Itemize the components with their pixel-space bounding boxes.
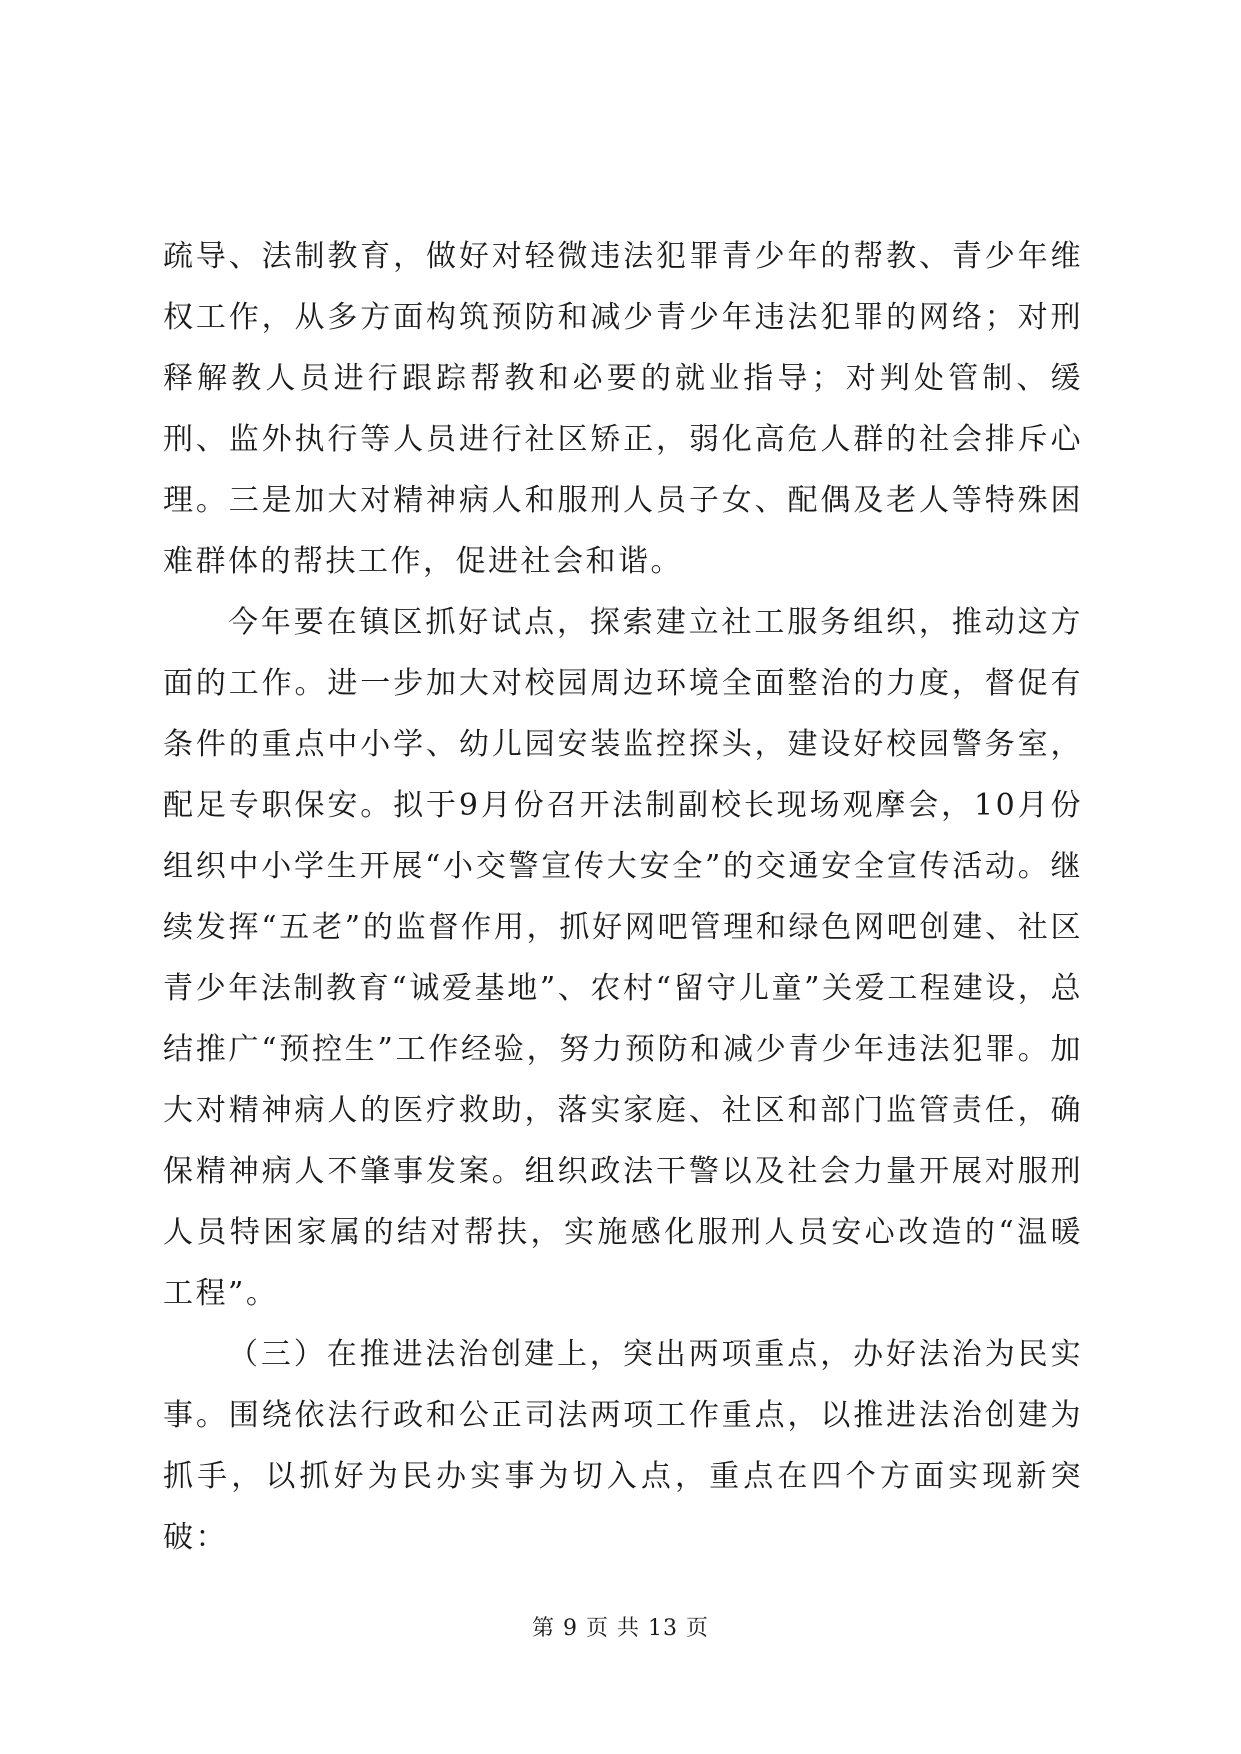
paragraph-2: 今年要在镇区抓好试点，探索建立社工服务组织，推动这方面的工作。进一步加大对校园周边环境全面整治的力度，督促有条件的重点中小学、幼儿园安装监控探头，建设好校园警务室，配足专职保安。拟于9月份召开法制副校长现场观摩会，10月份组织中小学生开展“小交警宣传大安全”的交通安全宣传活动。继续发挥“五老”的监督作用，抓好网吧管理和绿色网吧创建、社区青少年法制教育“诚爱基地”、农村“留守儿童”关爱工程建设，总结推广“预控生”工作经验，努力预防和减少青少年违法犯罪。加大对精神病人的医疗救助，落实家庭、社区和部门监管责任，确保精神病人不肇事发案。组织政法干警以及社会力量开展对服刑人员特困家属的结对帮扶，实施感化服刑人员安心改造的“温暖工程”。 (163, 605, 1083, 1311)
paragraph-1: 疏导、法制教育，做好对轻微违法犯罪青少年的帮教、青少年维权工作，从多方面构筑预防和减少青少年违法犯罪的网络；对刑释解教人员进行跟踪帮教和必要的就业指导；对判处管制、缓刑、监外执行等人员进行社区矫正，弱化高危人群的社会排斥心理。三是加大对精神病人和服刑人员子女、配偶及老人等特殊困难群体的帮扶工作，促进社会和谐。 (163, 239, 1083, 579)
document-body (163, 226, 1083, 1568)
paragraph-3: （三）在推进法治创建上，突出两项重点，办好法治为民实事。围绕依法行政和公正司法两项工作重点，以推进法治创建为抓手，以抓好为民办实事为切入点，重点在四个方面实现新突破： (163, 1337, 1083, 1555)
page-number-footer: 第 9 页 共 13 页 (532, 1616, 709, 1641)
